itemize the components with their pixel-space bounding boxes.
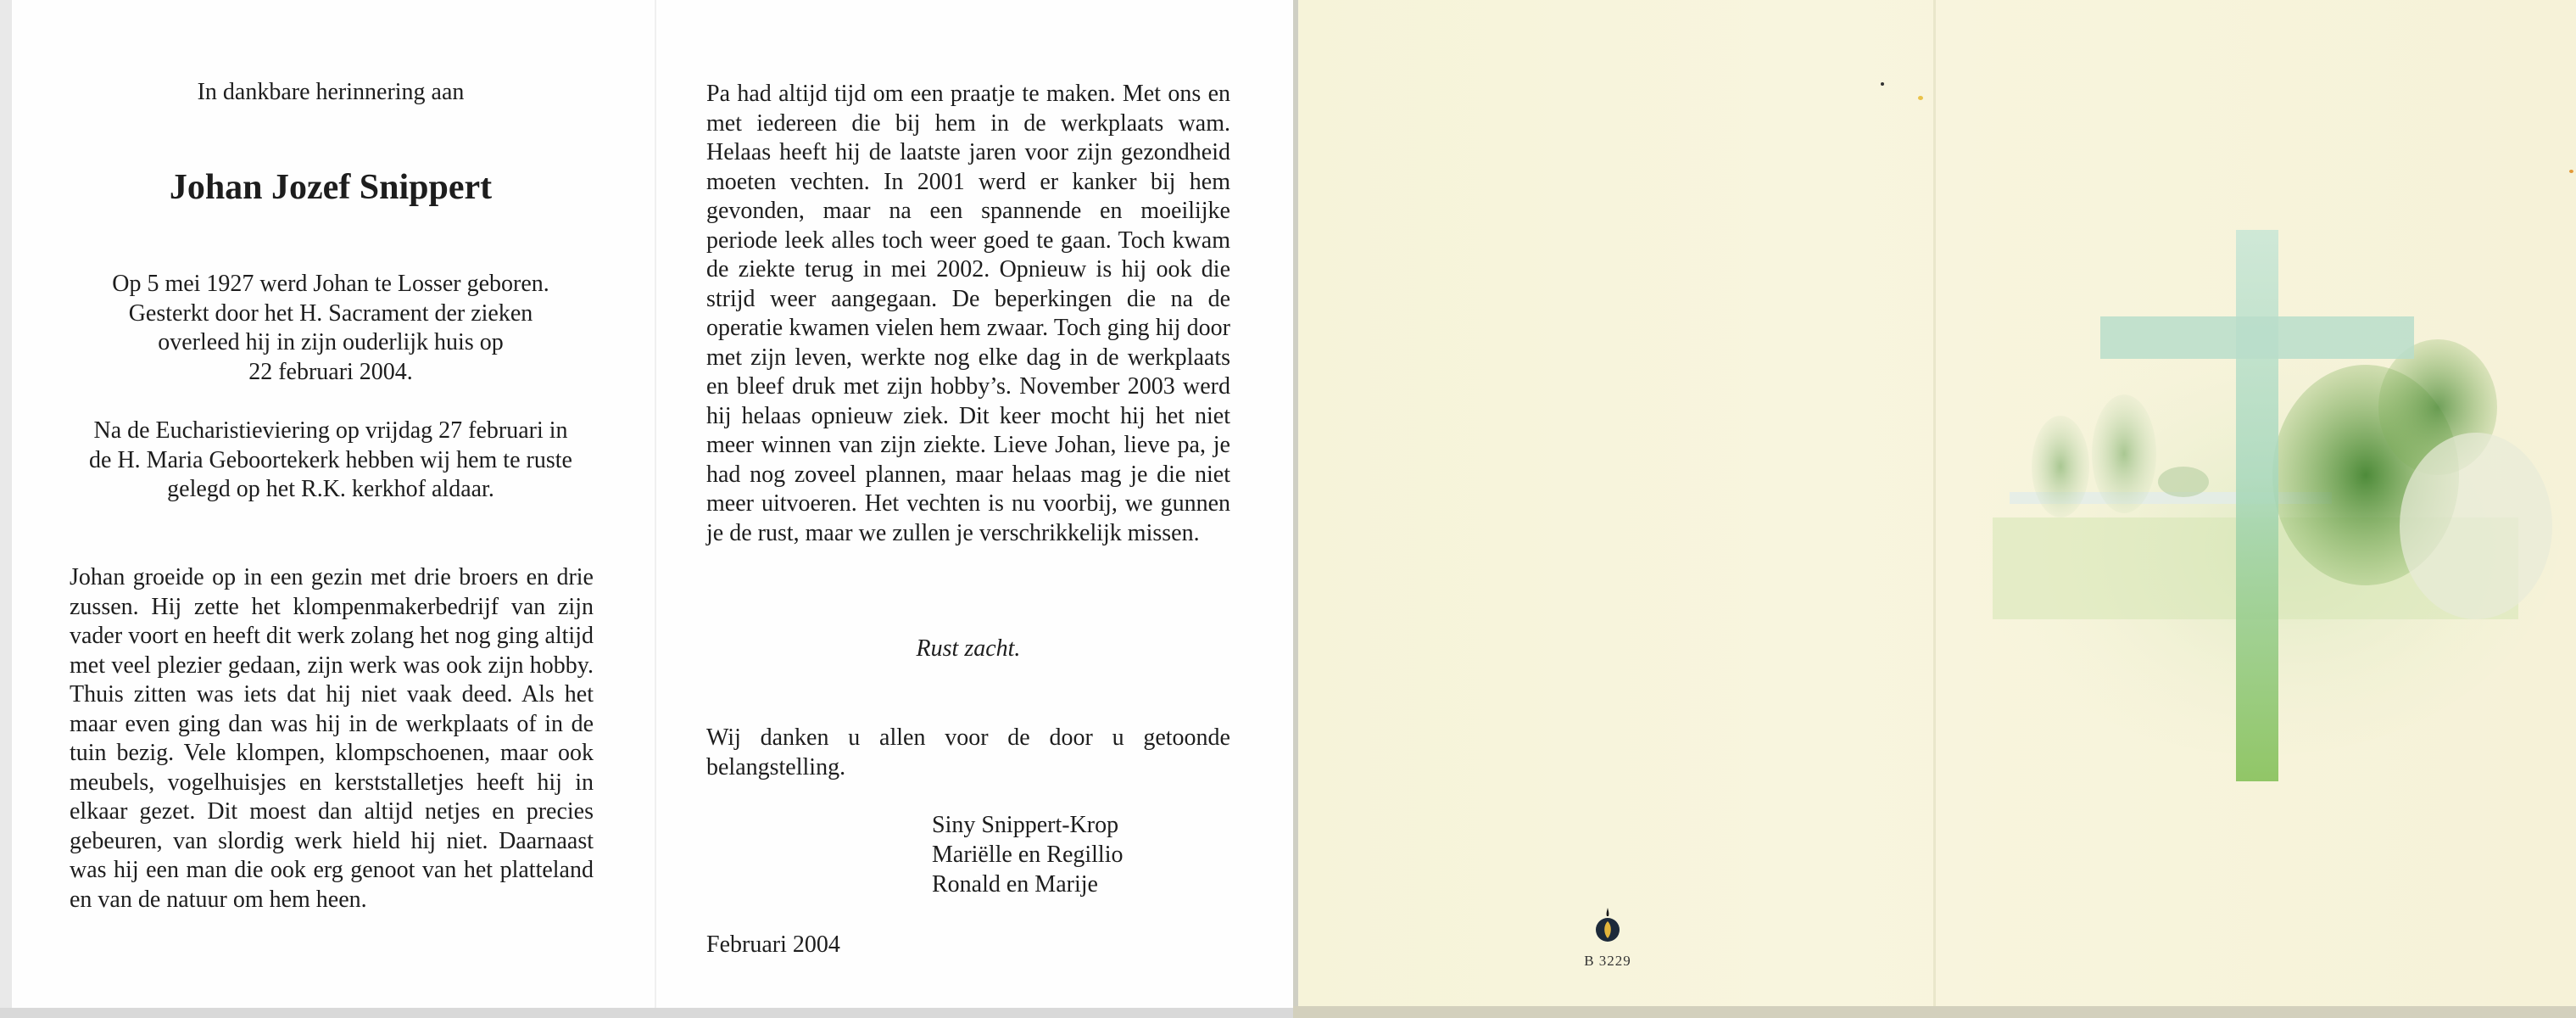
cross-horizontal-beam bbox=[2100, 316, 2414, 359]
cover-bottom-edge bbox=[1293, 1006, 2576, 1018]
signatory-name: Mariëlle en Regillio bbox=[932, 842, 1124, 868]
card-date: Februari 2004 bbox=[706, 931, 840, 958]
intro-line: In dankbare herinnering aan bbox=[197, 79, 465, 105]
deceased-name: Johan Jozef Snippert bbox=[169, 168, 493, 207]
thanks-paragraph: Wij danken u allen voor de door u getoonde belangstelling. bbox=[706, 724, 1230, 780]
signatory-name: Siny Snippert-Krop bbox=[932, 812, 1119, 838]
blossom-tree bbox=[2400, 433, 2552, 619]
rest-in-peace-line: Rust zacht. bbox=[916, 635, 1021, 662]
distant-tree bbox=[2032, 416, 2089, 517]
life-story-paragraph: Johan groeide op in een gezin met drie broers en drie zussen. Hij zette het klompenmakerbedrijf van zijn vader voort en heeft dit werk zolang het nog ging altijd met veel plezier gedaan, zijn werk was ook zijn hobby. Thuis zitten was iets dat hij niet vaak deed. Als het maar even ging dan was hij in de werkplaats of in de tuin bezig. Vele klompen, klompschoenen, maar ook meubels, vogelhuisjes en kerststalletjes heeft hij in elkaar gezet. Dit moest dan altijd netjes en precies gebeuren, van slordig werk hield hij niet. Daarnaast was hij een man die ook erg genoot van het platteland en van de natuur om hem heen. bbox=[70, 564, 594, 913]
cover-crease bbox=[1933, 0, 1936, 1018]
print-speck bbox=[1881, 82, 1884, 86]
product-code: B 3229 bbox=[1584, 953, 1631, 969]
signatories-list bbox=[932, 810, 1271, 899]
birth-death-paragraph: Op 5 mei 1927 werd Johan te Losser geboren. Gesterkt door het H. Sacrament der zieken overleed hij in zijn ouderlijk huis op 22 februari 2004. bbox=[112, 271, 549, 385]
publisher-flame-logo-icon bbox=[1594, 906, 1621, 943]
cross-landscape-illustration bbox=[1976, 212, 2561, 789]
print-speck bbox=[1918, 96, 1923, 100]
fold-line bbox=[655, 0, 656, 1018]
distant-trees bbox=[2158, 467, 2209, 497]
distant-tree bbox=[2092, 394, 2156, 513]
life-story-continued-paragraph: Pa had altijd tijd om een praatje te maken. Met ons en met iedereen die bij hem in de werkplaats wam. Helaas heeft hij de laatste jaren voor zijn gezondheid moeten vechten. In 2001 werd er kanker bij hem gevonden, maar na een spannende en moeilijke periode leek alles toch weer goed te gaan. Toch kwam de ziekte terug in mei 2002. Opnieuw is hij ook die strijd weer aangegaan. De beperkingen die na de operatie kwamen vielen hem zwaar. Toch ging hij door met zijn leven, werkte nog elke dag in de werkplaats en bleef druk met zijn hobby’s. November 2003 werd hij helaas opnieuw ziek. Dit keer mocht hij het niet meer winnen van zijn ziekte. Lieve Johan, lieve pa, je had nog zoveel plannen, maar helaas mag je die niet meer uitvoeren. Het vechten is nu voorbij, we gunnen je de rust, maar we zullen je verschrikkelijk missen. bbox=[706, 81, 1230, 546]
cross-vertical-beam bbox=[2236, 230, 2278, 781]
signatory-name: Ronald en Marije bbox=[932, 871, 1098, 898]
page-bottom-edge bbox=[0, 1008, 1293, 1018]
print-speck bbox=[2569, 170, 2573, 173]
funeral-paragraph: Na de Eucharistieviering op vrijdag 27 februari in de H. Maria Geboortekerk hebben wij hem te ruste gelegd op het R.K. kerkhof aldaar. bbox=[89, 417, 572, 502]
